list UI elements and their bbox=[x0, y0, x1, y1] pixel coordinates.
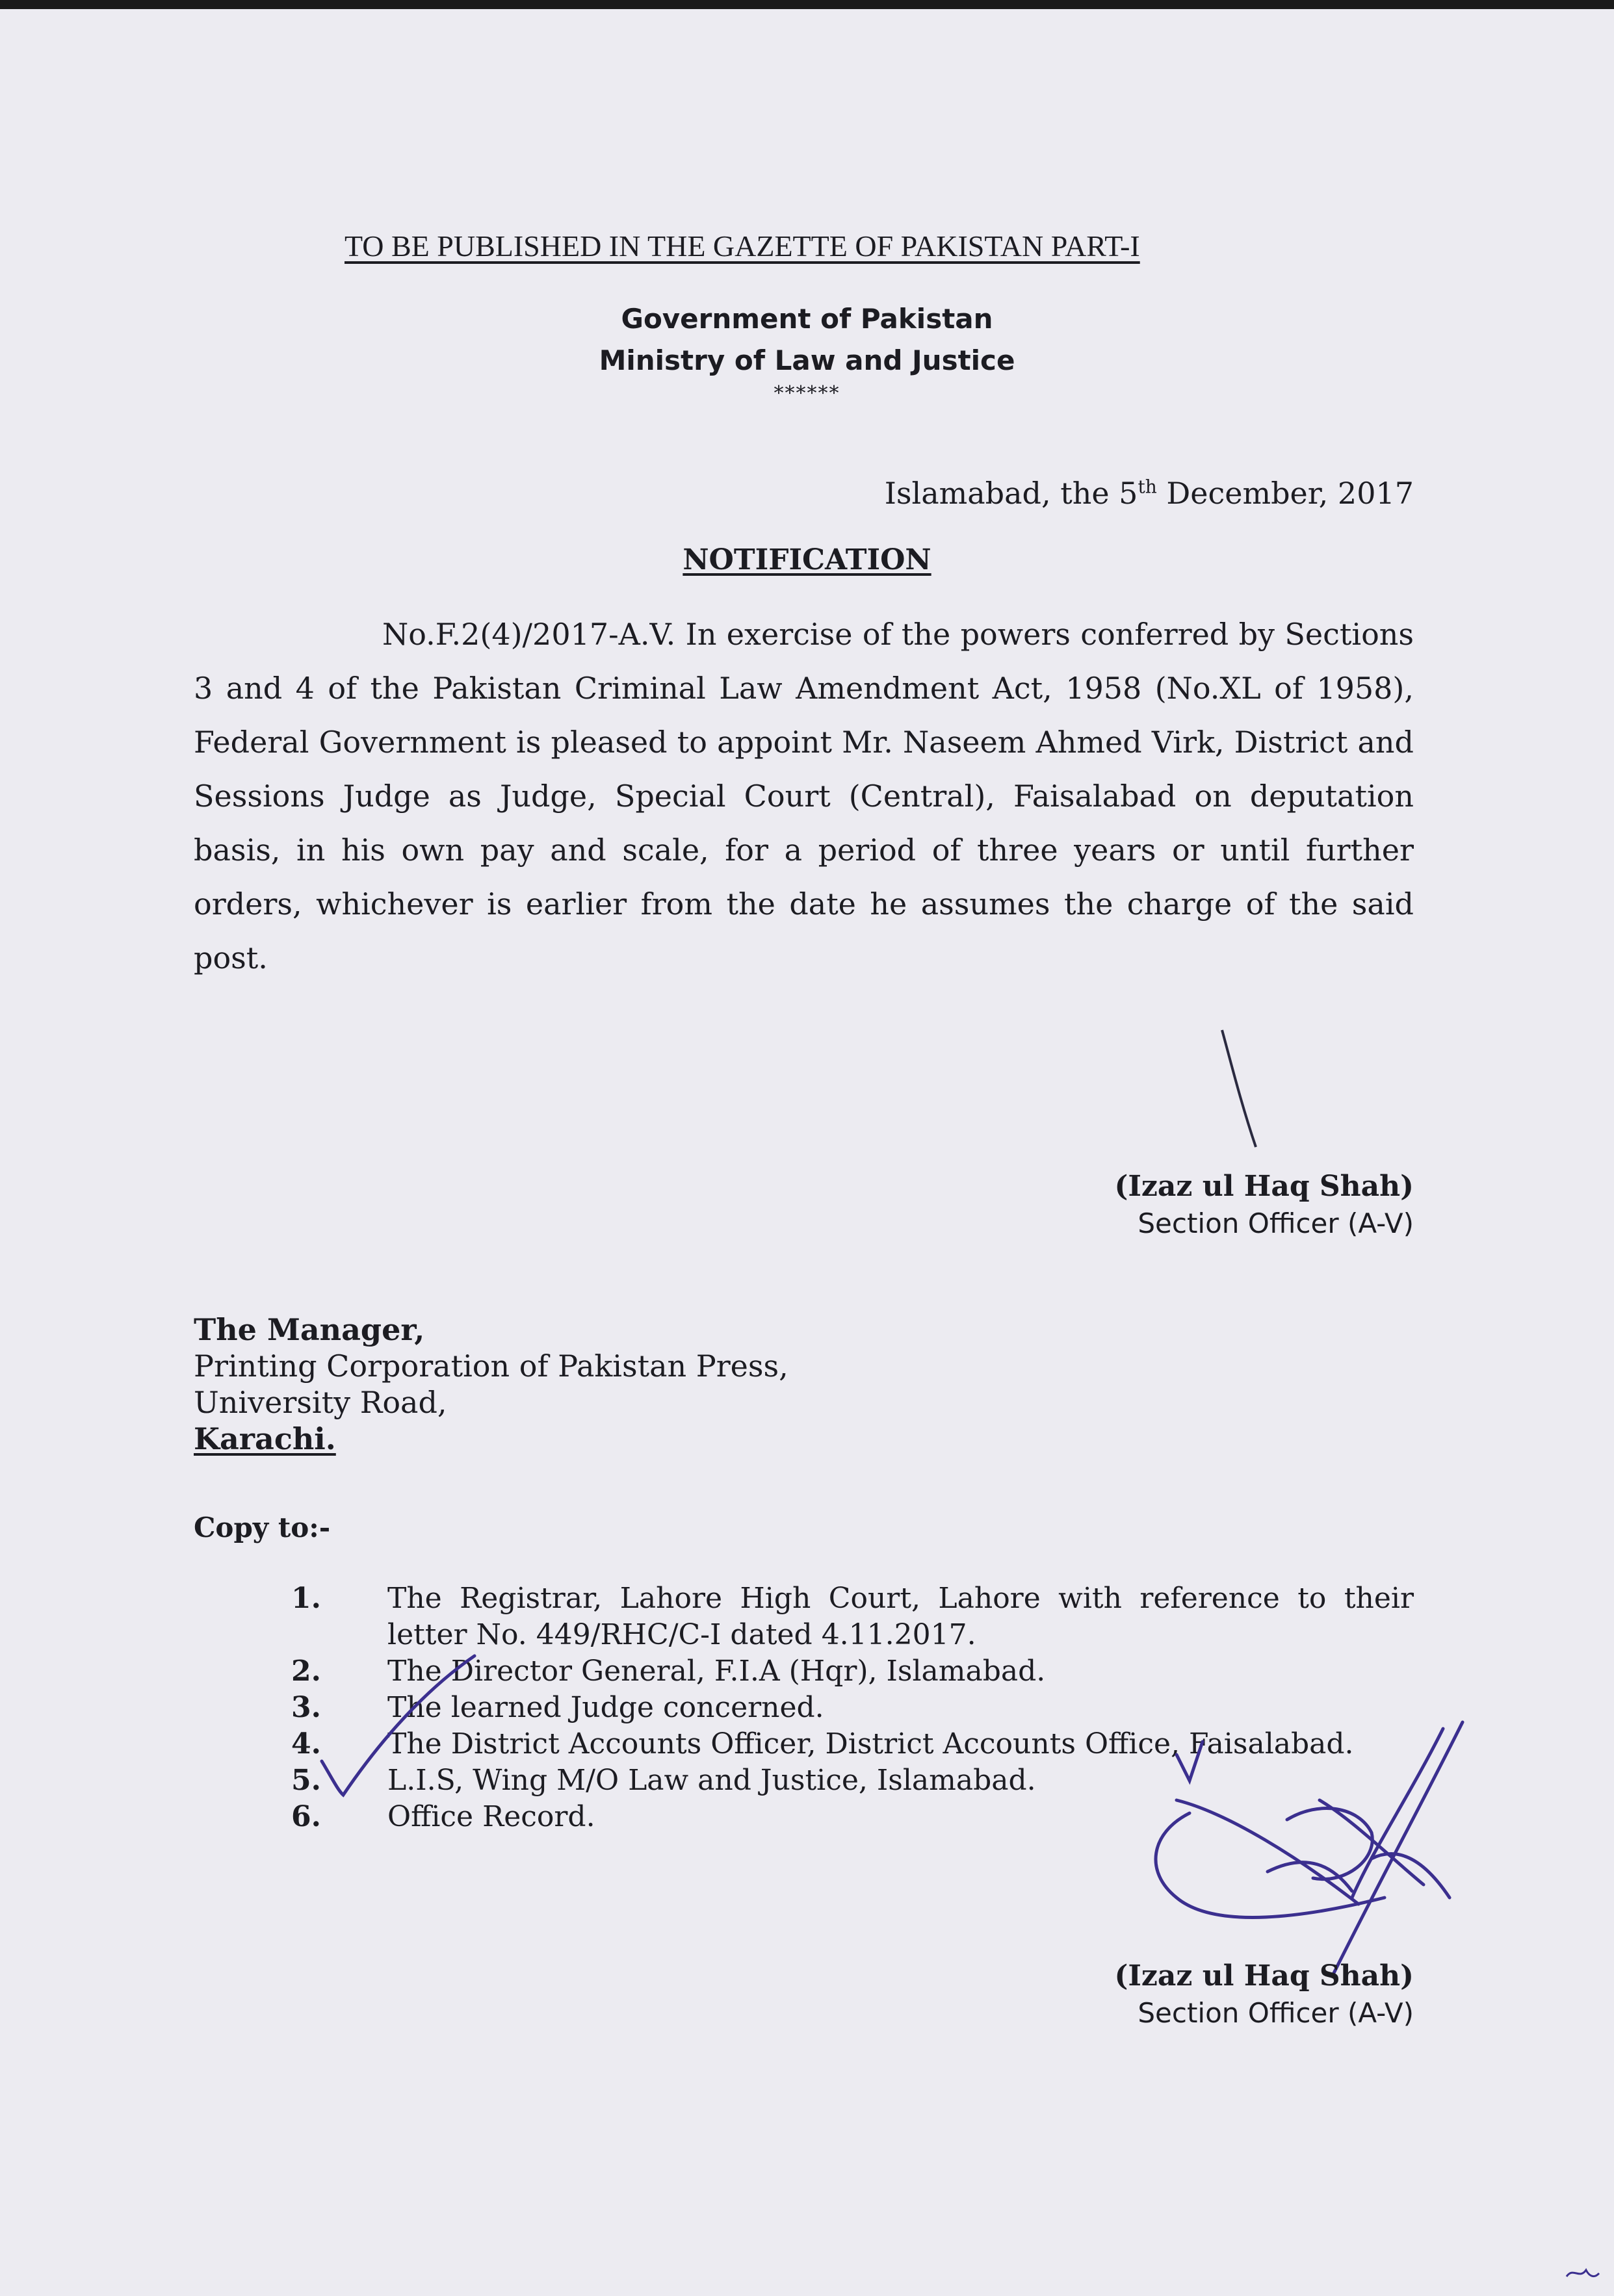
list-item-text: L.I.S, Wing M/O Law and Justice, Islamabad. bbox=[387, 1764, 1036, 1797]
date-suffix: December, 2017 bbox=[1156, 476, 1414, 511]
list-item-number: 3. bbox=[291, 1691, 321, 1724]
notification-title: NOTIFICATION bbox=[683, 543, 931, 576]
check-mark bbox=[312, 1651, 481, 1800]
addressee-line-1: The Manager, bbox=[194, 1312, 425, 1347]
date-ordinal: th bbox=[1138, 476, 1157, 498]
addressee-block bbox=[194, 1311, 788, 1457]
list-item-text: The District Accounts Officer, District Accounts Office, Faisalabad. bbox=[387, 1727, 1354, 1761]
addressee-line-2: Printing Corporation of Pakistan Press, bbox=[194, 1348, 788, 1384]
body-text: No.F.2(4)/2017-A.V. In exercise of the powers conferred by Sections 3 and 4 of the Pakistan Criminal Law Amendment Act, 1958 (No.XL of 1958), Federal Government is pleased to appoint Mr. Naseem Ahmed Virk, District and Sessions Judge as Judge, Special Court (Central), Faisalabad on deputation basis, in his own pay and scale, for a period of three years or until further orders, whichever is earlier from the date he assumes the charge of the said post. bbox=[194, 617, 1414, 975]
corner-pen-mark bbox=[1563, 2260, 1602, 2286]
issue-date bbox=[885, 476, 1414, 511]
list-item-number: 4. bbox=[291, 1727, 321, 1761]
date-prefix: Islamabad, the 5 bbox=[884, 476, 1138, 511]
header-separator: ****** bbox=[774, 382, 840, 405]
addressee-line-4: Karachi. bbox=[194, 1421, 336, 1456]
government-heading: Government of Pakistan bbox=[621, 303, 993, 335]
list-item-number: 5. bbox=[291, 1764, 321, 1797]
gazette-heading: TO BE PUBLISHED IN THE GAZETTE OF PAKISTAN PART-I bbox=[345, 229, 1140, 263]
scan-edge bbox=[0, 0, 1614, 9]
signature-tick-1 bbox=[1216, 1027, 1268, 1157]
ministry-heading: Ministry of Law and Justice bbox=[599, 344, 1015, 376]
list-item-number: 1. bbox=[291, 1582, 321, 1615]
list-item bbox=[291, 1580, 1414, 1653]
signature-2-name: (Izaz ul Haq Shah) bbox=[1114, 1959, 1414, 1993]
list-item-text: Office Record. bbox=[387, 1800, 595, 1833]
notification-body bbox=[194, 608, 1414, 985]
list-item-number: 2. bbox=[291, 1655, 321, 1688]
list-item-number: 6. bbox=[291, 1800, 321, 1833]
copy-to-title: Copy to:- bbox=[194, 1512, 331, 1543]
list-item-text: The learned Judge concerned. bbox=[387, 1691, 824, 1724]
addressee-line-3: University Road, bbox=[194, 1385, 447, 1420]
handwritten-signature bbox=[1138, 1703, 1476, 2002]
list-item-text: The Director General, F.I.A (Hqr), Islamabad. bbox=[387, 1655, 1046, 1688]
signature-2-title: Section Officer (A-V) bbox=[1138, 1997, 1414, 2029]
signature-1-title: Section Officer (A-V) bbox=[1138, 1207, 1414, 1239]
list-item-text: The Registrar, Lahore High Court, Lahore with reference to their letter No. 449/RHC/C-I dated 4.11.2017. bbox=[387, 1582, 1414, 1651]
signature-1-name: (Izaz ul Haq Shah) bbox=[1114, 1170, 1414, 1203]
